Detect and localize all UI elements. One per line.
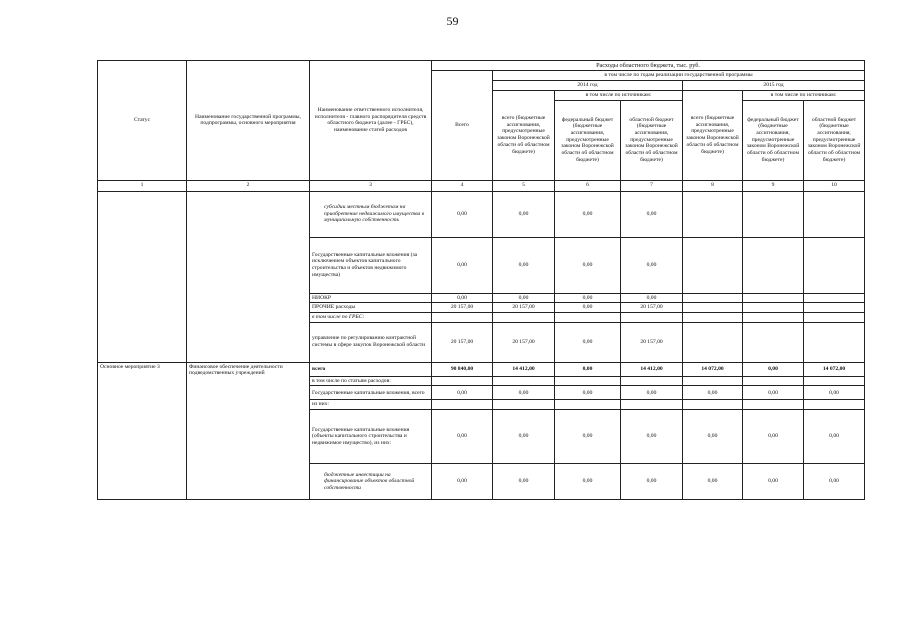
row-label: в том числе по статьям расходов: [310, 376, 432, 386]
cell-empty [683, 191, 743, 237]
program-cell [187, 191, 310, 362]
col-number: 3 [310, 180, 432, 191]
cell-value: 0,00 [804, 410, 865, 464]
cell-empty [804, 303, 865, 313]
row-label: НИОКР [310, 293, 432, 303]
cell-empty [743, 376, 804, 386]
cell-empty [683, 400, 743, 410]
header-col5: всего (бюджетные ассигнования, предусмотренные законом Воронежской области об областном бюджете) [493, 90, 555, 180]
cell-value: 0,00 [683, 464, 743, 500]
cell-empty [804, 237, 865, 293]
col-number: 4 [432, 180, 493, 191]
cell-value: 0,00 [493, 293, 555, 303]
cell-value: 0,00 [432, 410, 493, 464]
header-status: Статус [98, 61, 187, 181]
cell-empty [432, 312, 493, 322]
header-year-2014: 2014 год [493, 81, 683, 91]
col-number: 6 [555, 180, 621, 191]
cell-value: 0,00 [555, 464, 621, 500]
cell-empty [555, 376, 621, 386]
cell-value: 14 072,00 [683, 362, 743, 376]
cell-value: 0,00 [621, 293, 683, 303]
cell-value: 0,00 [621, 386, 683, 400]
col-number: 5 [493, 180, 555, 191]
header-year-2015: 2015 год [683, 81, 865, 91]
col-number: 10 [804, 180, 865, 191]
header-col9: федеральный бюджет (бюджетные ассигнования, предусмотренные законом Воронежской области об областном бюджете) [743, 100, 804, 180]
cell-value: 90 840,00 [432, 362, 493, 376]
header-col6: федеральный бюджет (бюджетные ассигнования, предусмотренные законом Воронежской области об областном бюджете) [555, 100, 621, 180]
col-number: 8 [683, 180, 743, 191]
row-label: управление по регулированию контрактной системы в сфере закупок Воронежской области [310, 322, 432, 362]
row-label: в том числе по ГРБС: [310, 312, 432, 322]
cell-value: 0,00 [804, 464, 865, 500]
cell-empty [555, 312, 621, 322]
cell-empty [683, 376, 743, 386]
cell-empty [743, 322, 804, 362]
cell-empty [804, 312, 865, 322]
cell-empty [493, 376, 555, 386]
row-label: Государственные капитальные вложения (объекты капитального строительства и недвижимое имущество), из них: [310, 410, 432, 464]
cell-value: 0,00 [555, 362, 621, 376]
cell-empty [493, 312, 555, 322]
cell-empty [432, 376, 493, 386]
cell-value: 20 157,00 [493, 303, 555, 313]
cell-empty [743, 293, 804, 303]
cell-value: 14 072,00 [804, 362, 865, 376]
cell-value: 0,00 [432, 386, 493, 400]
cell-empty [621, 376, 683, 386]
cell-value: 0,00 [621, 191, 683, 237]
cell-empty [743, 312, 804, 322]
cell-value: 0,00 [555, 293, 621, 303]
cell-value: 0,00 [555, 191, 621, 237]
header-by-sources-2014: в том числе по источникам: [555, 90, 683, 100]
page-number: 59 [446, 14, 459, 28]
col-number: 9 [743, 180, 804, 191]
cell-value: 0,00 [493, 386, 555, 400]
cell-value: 20 157,00 [621, 303, 683, 313]
cell-empty [683, 322, 743, 362]
col-number: 2 [187, 180, 310, 191]
cell-value: 14 412,00 [493, 362, 555, 376]
cell-empty [432, 400, 493, 410]
cell-empty [804, 400, 865, 410]
cell-value: 0,00 [621, 410, 683, 464]
cell-empty [743, 303, 804, 313]
row-label: всего [310, 362, 432, 376]
row-label: Государственные капитальные вложения (за исключением объектов капитального строительства и объектов недвижимого имущества) [310, 237, 432, 293]
cell-empty [743, 400, 804, 410]
cell-value: 0,00 [743, 362, 804, 376]
cell-value: 0,00 [493, 237, 555, 293]
header-executor: Наименование ответственного исполнителя, исполнителя - главного распорядителя средств областного бюджета (далее - ГРБС), наименование статей расходов [310, 61, 432, 181]
header-by-years: в том числе по годам реализации государственной программы [493, 71, 865, 81]
cell-value: 20 157,00 [493, 322, 555, 362]
cell-value: 0,00 [683, 410, 743, 464]
cell-value: 0,00 [493, 191, 555, 237]
cell-value: 0,00 [555, 410, 621, 464]
row-label: ПРОЧИЕ расходы [310, 303, 432, 313]
row-label: из них: [310, 400, 432, 410]
cell-value: 0,00 [432, 464, 493, 500]
cell-empty [804, 293, 865, 303]
status-cell: Основное мероприятие 3 [98, 362, 187, 499]
cell-value: 0,00 [743, 464, 804, 500]
budget-table [97, 60, 865, 500]
cell-empty [683, 303, 743, 313]
cell-empty [683, 237, 743, 293]
cell-value: 0,00 [804, 386, 865, 400]
row-label: Государственные капитальные вложения, всего [310, 386, 432, 400]
cell-empty [683, 312, 743, 322]
cell-empty [743, 237, 804, 293]
cell-empty [683, 293, 743, 303]
cell-value: 14 412,00 [621, 362, 683, 376]
cell-empty [804, 322, 865, 362]
program-cell: Финансовое обеспечение деятельности подведомственных учреждений [187, 362, 310, 499]
cell-value: 0,00 [555, 322, 621, 362]
cell-value: 0,00 [621, 464, 683, 500]
cell-value: 0,00 [683, 386, 743, 400]
cell-value: 20 157,00 [432, 322, 493, 362]
header-col8: всего (бюджетные ассигнования, предусмотренные законом Воронежской области об областном бюджете) [683, 90, 743, 180]
cell-value: 0,00 [493, 410, 555, 464]
cell-value: 0,00 [555, 303, 621, 313]
header-col7: областной бюджет (бюджетные ассигнования, предусмотренные законом Воронежской области об областном бюджете) [621, 100, 683, 180]
cell-value: 0,00 [432, 191, 493, 237]
cell-empty [804, 376, 865, 386]
status-cell [98, 191, 187, 362]
col-number: 7 [621, 180, 683, 191]
cell-empty [621, 312, 683, 322]
cell-value: 0,00 [621, 237, 683, 293]
cell-empty [555, 400, 621, 410]
cell-empty [493, 400, 555, 410]
header-program-name: Наименование государственной программы, подпрограммы, основного мероприятия [187, 61, 310, 181]
cell-value: 20 157,00 [621, 322, 683, 362]
col-number: 1 [98, 180, 187, 191]
row-label: субсидии местным бюджетам на приобретение недвижимого имущества в муниципальную собственность [310, 191, 432, 237]
cell-empty [804, 191, 865, 237]
cell-value: 20 157,00 [432, 303, 493, 313]
cell-value: 0,00 [493, 464, 555, 500]
cell-empty [743, 191, 804, 237]
cell-empty [621, 400, 683, 410]
cell-value: 0,00 [743, 410, 804, 464]
cell-value: 0,00 [432, 237, 493, 293]
cell-value: 0,00 [555, 386, 621, 400]
row-label: бюджетные инвестиции на финансирование объектов областной собственности [310, 464, 432, 500]
cell-value: 0,00 [432, 293, 493, 303]
header-by-sources-2015: в том числе по источникам: [743, 90, 865, 100]
header-col10: областной бюджет (бюджетные ассигнования, предусмотренные законом Воронежской области об областном бюджете) [804, 100, 865, 180]
cell-value: 0,00 [555, 237, 621, 293]
header-expenses-title: Расходы областного бюджета, тыс. руб. [432, 61, 865, 71]
cell-value: 0,00 [743, 386, 804, 400]
header-total: Всего [432, 71, 493, 180]
